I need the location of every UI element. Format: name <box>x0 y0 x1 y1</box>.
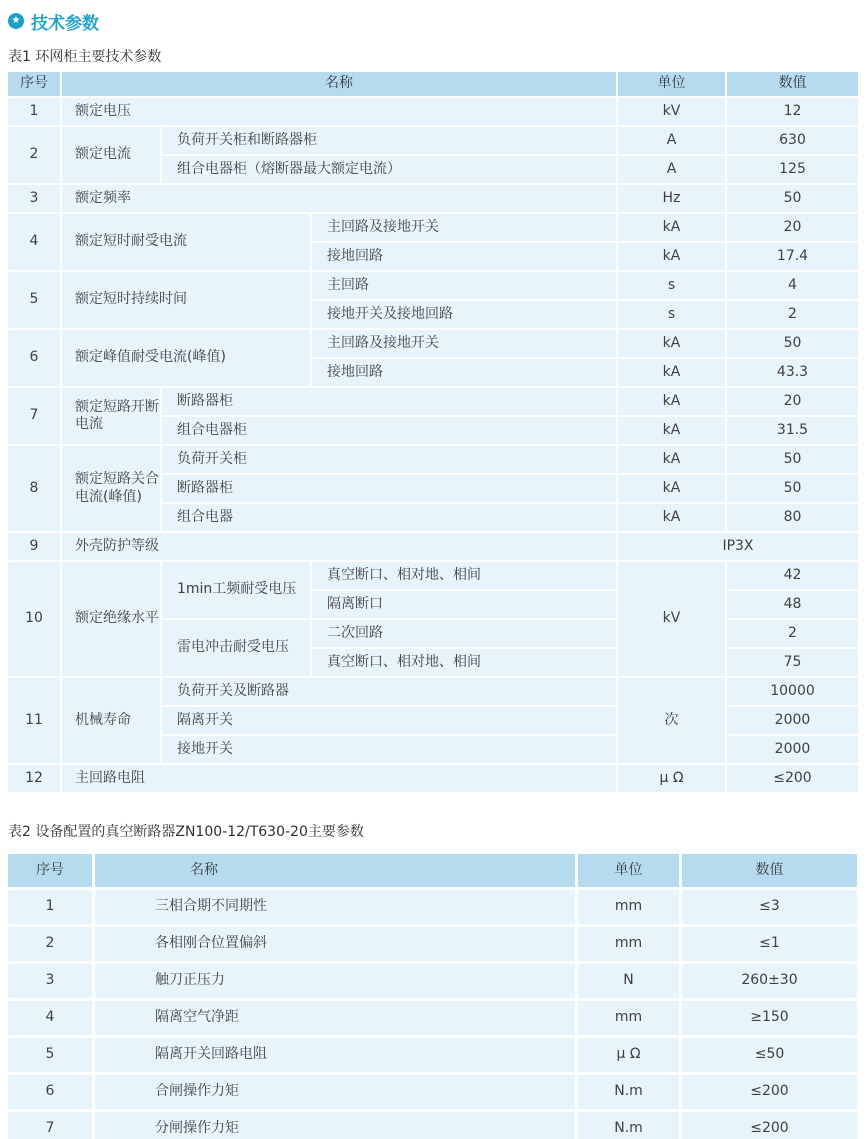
table-row <box>8 765 860 794</box>
unit-cell: s <box>618 301 727 330</box>
table-row <box>8 927 860 964</box>
table-row <box>8 890 860 927</box>
sub-name-cell: 接地开关 <box>162 736 618 765</box>
seq-cell: 7 <box>8 388 62 446</box>
name-cell: 主回路电阻 <box>62 765 618 794</box>
name-cell: 各相刚合位置偏斜 <box>95 927 578 964</box>
seq-cell: 7 <box>8 1112 95 1139</box>
value-cell: ≤50 <box>682 1038 860 1075</box>
value-cell: 20 <box>727 388 860 417</box>
name-cell: 额定电流 <box>62 127 162 185</box>
name-cell: 外壳防护等级 <box>62 533 618 562</box>
value-cell: 50 <box>727 185 860 214</box>
name-cell: 额定电压 <box>62 98 618 127</box>
seq-cell: 10 <box>8 562 62 678</box>
unit-cell: kA <box>618 446 727 475</box>
table-row <box>8 388 860 417</box>
table-row <box>8 533 860 562</box>
value-cell: ≤200 <box>727 765 860 794</box>
unit-cell: kA <box>618 475 727 504</box>
unit-cell: μ Ω <box>578 1038 682 1075</box>
unit-cell: kA <box>618 243 727 272</box>
header-cell: 数值 <box>682 854 860 890</box>
value-cell: 4 <box>727 272 860 301</box>
value-cell: ≤200 <box>682 1075 860 1112</box>
sub-name-cell: 隔离断口 <box>312 591 618 620</box>
value-cell: ≤1 <box>682 927 860 964</box>
table-row <box>8 678 860 707</box>
unit-cell: s <box>618 272 727 301</box>
seq-cell: 3 <box>8 185 62 214</box>
header-cell: 序号 <box>8 72 62 98</box>
sub-name-cell: 主回路及接地开关 <box>312 330 618 359</box>
page-title: 技术参数 <box>31 13 99 34</box>
name-cell: 额定短路关合电流(峰值) <box>62 446 162 533</box>
seq-cell: 2 <box>8 127 62 185</box>
seq-cell: 1 <box>8 98 62 127</box>
value-cell: ≤3 <box>682 890 860 927</box>
value-cell: 17.4 <box>727 243 860 272</box>
unit-cell: N.m <box>578 1075 682 1112</box>
unit-cell: 次 <box>618 678 727 765</box>
value-cell: 48 <box>727 591 860 620</box>
table-row <box>8 1075 860 1112</box>
header-cell: 名称 <box>95 854 578 890</box>
unit-cell: kV <box>618 562 727 678</box>
header-cell: 名称 <box>62 72 618 98</box>
table-row <box>8 1038 860 1075</box>
unit-cell: kA <box>618 417 727 446</box>
seq-cell: 11 <box>8 678 62 765</box>
table-row <box>8 1001 860 1038</box>
sub-name-cell: 主回路 <box>312 272 618 301</box>
unit-cell: Hz <box>618 185 727 214</box>
name-cell: 分闸操作力矩 <box>95 1112 578 1139</box>
header-cell: 序号 <box>8 854 95 890</box>
unit-cell: A <box>618 127 727 156</box>
sub-name-cell: 真空断口、相对地、相间 <box>312 562 618 591</box>
table-row <box>8 272 860 301</box>
table2-vacuum-breaker-parameters <box>8 854 860 1139</box>
unit-cell: N.m <box>578 1112 682 1139</box>
value-cell: ≤200 <box>682 1112 860 1139</box>
value-cell: 50 <box>727 475 860 504</box>
star-circle-icon: ★ <box>8 13 24 29</box>
sub-name-cell: 二次回路 <box>312 620 618 649</box>
value-cell: 12 <box>727 98 860 127</box>
name-cell: 机械寿命 <box>62 678 162 765</box>
value-cell: 2 <box>727 301 860 330</box>
name-cell: 额定频率 <box>62 185 618 214</box>
unit-cell: mm <box>578 1001 682 1038</box>
name-cell: 隔离空气净距 <box>95 1001 578 1038</box>
sub-name-cell: 负荷开关柜和断路器柜 <box>162 127 618 156</box>
seq-cell: 4 <box>8 1001 95 1038</box>
sub-name-cell: 断路器柜 <box>162 388 618 417</box>
value-cell: 125 <box>727 156 860 185</box>
unit-cell: mm <box>578 890 682 927</box>
unit-cell: mm <box>578 927 682 964</box>
table-row <box>8 446 860 475</box>
sub-name-cell: 组合电器柜（熔断器最大额定电流） <box>162 156 618 185</box>
value-cell: 2000 <box>727 736 860 765</box>
name-cell: 额定短时耐受电流 <box>62 214 312 272</box>
value-cell: IP3X <box>618 533 860 562</box>
sub-name-cell: 真空断口、相对地、相间 <box>312 649 618 678</box>
seq-cell: 5 <box>8 1038 95 1075</box>
table-row <box>8 98 860 127</box>
value-cell: 260±30 <box>682 964 860 1001</box>
sub-name-cell: 组合电器 <box>162 504 618 533</box>
header-cell: 单位 <box>618 72 727 98</box>
unit-cell: kA <box>618 214 727 243</box>
table-row <box>8 562 860 591</box>
value-cell: 10000 <box>727 678 860 707</box>
unit-cell: μ Ω <box>618 765 727 794</box>
value-cell: 20 <box>727 214 860 243</box>
group-name-cell: 1min工频耐受电压 <box>162 562 312 620</box>
seq-cell: 9 <box>8 533 62 562</box>
header-cell: 数值 <box>727 72 860 98</box>
value-cell: 43.3 <box>727 359 860 388</box>
name-cell: 合闸操作力矩 <box>95 1075 578 1112</box>
table1-caption: 表1 环网柜主要技术参数 <box>8 49 162 65</box>
unit-cell: kA <box>618 388 727 417</box>
sub-name-cell: 断路器柜 <box>162 475 618 504</box>
table-row <box>8 127 860 156</box>
unit-cell: kA <box>618 504 727 533</box>
name-cell: 额定绝缘水平 <box>62 562 162 678</box>
table-row <box>8 964 860 1001</box>
seq-cell: 12 <box>8 765 62 794</box>
unit-cell: kA <box>618 330 727 359</box>
table2-header-row <box>8 854 860 890</box>
unit-cell: kA <box>618 359 727 388</box>
name-cell: 触刀正压力 <box>95 964 578 1001</box>
seq-cell: 3 <box>8 964 95 1001</box>
seq-cell: 8 <box>8 446 62 533</box>
unit-cell: N <box>578 964 682 1001</box>
table-row <box>8 185 860 214</box>
name-cell: 额定峰值耐受电流(峰值) <box>62 330 312 388</box>
sub-name-cell: 负荷开关柜 <box>162 446 618 475</box>
seq-cell: 1 <box>8 890 95 927</box>
sub-name-cell: 接地回路 <box>312 243 618 272</box>
seq-cell: 6 <box>8 1075 95 1112</box>
sub-name-cell: 负荷开关及断路器 <box>162 678 618 707</box>
value-cell: 2000 <box>727 707 860 736</box>
value-cell: ≥150 <box>682 1001 860 1038</box>
table-row <box>8 330 860 359</box>
sub-name-cell: 隔离开关 <box>162 707 618 736</box>
table1-ring-main-unit-parameters <box>8 72 860 794</box>
name-cell: 隔离开关回路电阻 <box>95 1038 578 1075</box>
value-cell: 31.5 <box>727 417 860 446</box>
name-cell: 三相合期不同期性 <box>95 890 578 927</box>
section-title <box>8 10 860 32</box>
seq-cell: 2 <box>8 927 95 964</box>
value-cell: 630 <box>727 127 860 156</box>
unit-cell: A <box>618 156 727 185</box>
sub-name-cell: 接地回路 <box>312 359 618 388</box>
name-cell: 额定短时持续时间 <box>62 272 312 330</box>
sub-name-cell: 组合电器柜 <box>162 417 618 446</box>
table1-header-row <box>8 72 860 98</box>
sub-name-cell: 主回路及接地开关 <box>312 214 618 243</box>
table2-caption: 表2 设备配置的真空断路器ZN100-12/T630-20主要参数 <box>8 824 364 840</box>
value-cell: 42 <box>727 562 860 591</box>
value-cell: 50 <box>727 446 860 475</box>
value-cell: 50 <box>727 330 860 359</box>
sub-name-cell: 接地开关及接地回路 <box>312 301 618 330</box>
seq-cell: 5 <box>8 272 62 330</box>
table-row <box>8 214 860 243</box>
header-cell: 单位 <box>578 854 682 890</box>
unit-cell: kV <box>618 98 727 127</box>
seq-cell: 6 <box>8 330 62 388</box>
seq-cell: 4 <box>8 214 62 272</box>
value-cell: 80 <box>727 504 860 533</box>
group-name-cell: 雷电冲击耐受电压 <box>162 620 312 678</box>
table-row <box>8 1112 860 1139</box>
value-cell: 2 <box>727 620 860 649</box>
value-cell: 75 <box>727 649 860 678</box>
name-cell: 额定短路开断电流 <box>62 388 162 446</box>
